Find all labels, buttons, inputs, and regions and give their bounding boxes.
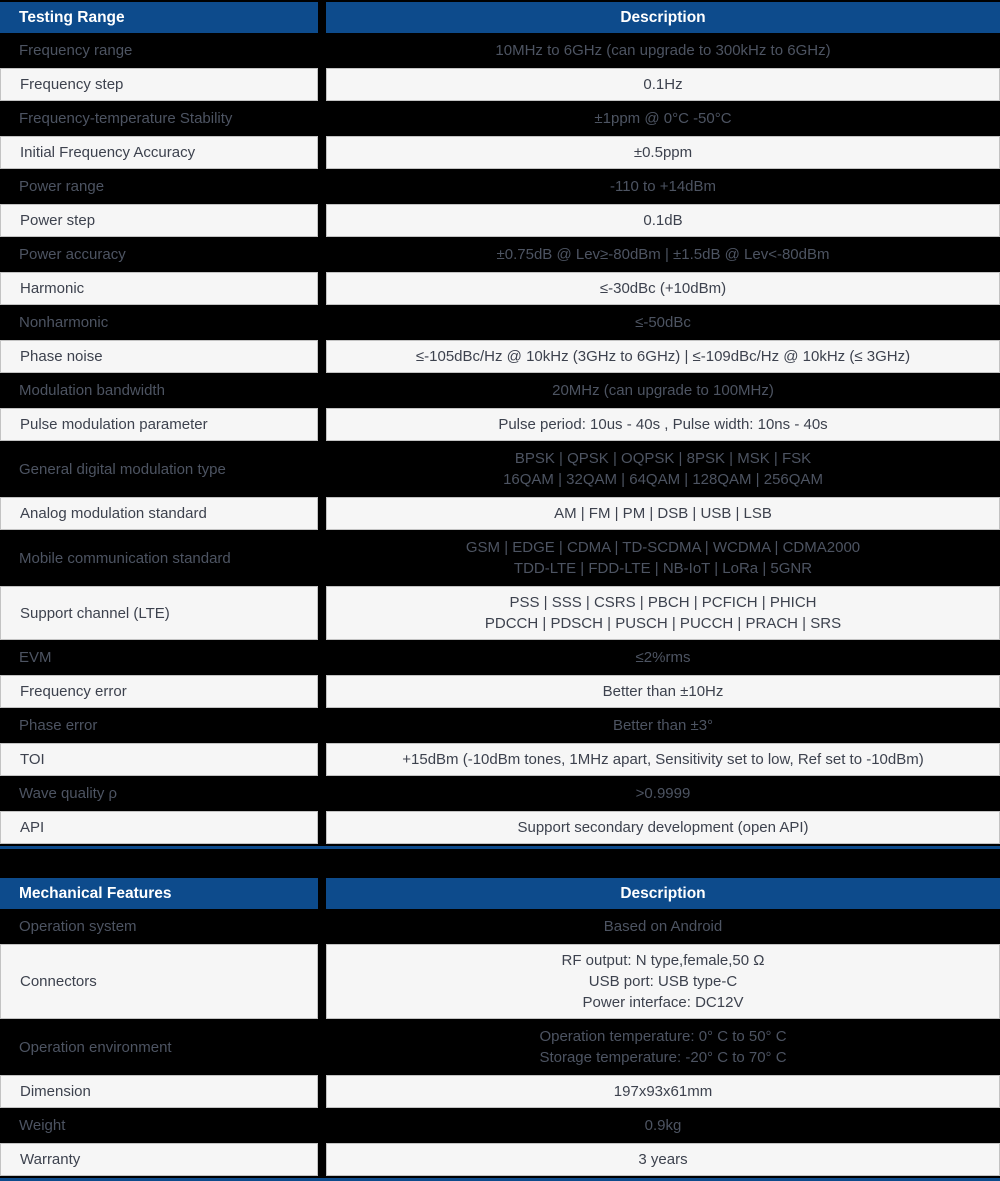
table-header-col2: Description bbox=[326, 2, 1000, 33]
value-line: -110 to +14dBm bbox=[609, 178, 717, 195]
value-line: 0.1Hz bbox=[643, 76, 683, 93]
row-value bbox=[326, 340, 1000, 373]
row-label: General digital modulation type bbox=[0, 443, 318, 495]
table-header-col1: Mechanical Features bbox=[0, 878, 318, 909]
row-label: Power range bbox=[0, 171, 318, 202]
row-value bbox=[326, 532, 1000, 584]
row-value bbox=[326, 1110, 1000, 1141]
table-row bbox=[0, 743, 1000, 776]
row-label: TOI bbox=[0, 743, 318, 776]
row-label: Wave quality ρ bbox=[0, 778, 318, 809]
value-line: 16QAM | 32QAM | 64QAM | 128QAM | 256QAM bbox=[503, 471, 823, 488]
table-row bbox=[0, 408, 1000, 441]
table-body bbox=[0, 911, 1000, 1176]
row-value bbox=[326, 911, 1000, 942]
row-label: Connectors bbox=[0, 944, 318, 1019]
table-row bbox=[0, 1021, 1000, 1073]
table-row bbox=[0, 532, 1000, 584]
row-value bbox=[326, 497, 1000, 530]
table-row bbox=[0, 497, 1000, 530]
row-value bbox=[326, 944, 1000, 1019]
value-line: Better than ±3° bbox=[612, 717, 714, 734]
row-value bbox=[326, 204, 1000, 237]
table-header-col2: Description bbox=[326, 878, 1000, 909]
table-row bbox=[0, 911, 1000, 942]
table-row bbox=[0, 944, 1000, 1019]
row-value bbox=[326, 586, 1000, 640]
row-value bbox=[326, 68, 1000, 101]
table-header-col1: Testing Range bbox=[0, 2, 318, 33]
value-line: ±0.5ppm bbox=[633, 144, 693, 161]
row-value bbox=[326, 272, 1000, 305]
row-label: API bbox=[0, 811, 318, 844]
row-label: Phase noise bbox=[0, 340, 318, 373]
table-row bbox=[0, 171, 1000, 202]
table-row bbox=[0, 1110, 1000, 1141]
value-line: 0.1dB bbox=[643, 212, 683, 229]
row-value bbox=[326, 103, 1000, 134]
row-label: Initial Frequency Accuracy bbox=[0, 136, 318, 169]
table-row bbox=[0, 375, 1000, 406]
table-row bbox=[0, 443, 1000, 495]
mechanical-features-table bbox=[0, 878, 1000, 1181]
row-value bbox=[326, 307, 1000, 338]
row-value bbox=[326, 675, 1000, 708]
table-row bbox=[0, 103, 1000, 134]
value-line: 0.9kg bbox=[644, 1117, 682, 1134]
value-line: RF output: N type,female,50 Ω bbox=[561, 952, 765, 969]
row-value bbox=[326, 136, 1000, 169]
value-line: Better than ±10Hz bbox=[602, 683, 724, 700]
row-value bbox=[326, 35, 1000, 66]
table-row bbox=[0, 136, 1000, 169]
table-row bbox=[0, 68, 1000, 101]
table-row bbox=[0, 204, 1000, 237]
row-label: Dimension bbox=[0, 1075, 318, 1108]
row-label: Mobile communication standard bbox=[0, 532, 318, 584]
value-line: ≤-30dBc (+10dBm) bbox=[599, 280, 727, 297]
table-row bbox=[0, 239, 1000, 270]
row-label: Phase error bbox=[0, 710, 318, 741]
row-label: Modulation bandwidth bbox=[0, 375, 318, 406]
table-row bbox=[0, 675, 1000, 708]
row-value bbox=[326, 443, 1000, 495]
table-header bbox=[0, 2, 1000, 33]
row-label: Frequency-temperature Stability bbox=[0, 103, 318, 134]
row-value bbox=[326, 710, 1000, 741]
row-label: Frequency range bbox=[0, 35, 318, 66]
value-line: >0.9999 bbox=[635, 785, 691, 802]
row-value bbox=[326, 239, 1000, 270]
row-value bbox=[326, 1075, 1000, 1108]
row-value bbox=[326, 171, 1000, 202]
row-label: Support channel (LTE) bbox=[0, 586, 318, 640]
row-value bbox=[326, 642, 1000, 673]
value-line: Support secondary development (open API) bbox=[517, 819, 809, 836]
value-line: GSM | EDGE | CDMA | TD-SCDMA | WCDMA | CDMA2000 bbox=[465, 539, 861, 556]
value-line: 197x93x61mm bbox=[613, 1083, 713, 1100]
row-value bbox=[326, 1143, 1000, 1176]
value-line: +15dBm (-10dBm tones, 1MHz apart, Sensitivity set to low, Ref set to -10dBm) bbox=[402, 751, 924, 768]
table-row bbox=[0, 1075, 1000, 1108]
table-row bbox=[0, 340, 1000, 373]
table-row bbox=[0, 642, 1000, 673]
value-line: ≤2%rms bbox=[635, 649, 691, 666]
value-line: 20MHz (can upgrade to 100MHz) bbox=[552, 382, 774, 399]
table-gap bbox=[0, 849, 1000, 878]
row-label: Power accuracy bbox=[0, 239, 318, 270]
table-row bbox=[0, 35, 1000, 66]
table-row bbox=[0, 778, 1000, 809]
table-row bbox=[0, 710, 1000, 741]
row-label: Power step bbox=[0, 204, 318, 237]
table-row bbox=[0, 307, 1000, 338]
value-line: PDCCH | PDSCH | PUSCH | PUCCH | PRACH | SRS bbox=[484, 615, 842, 632]
row-value bbox=[326, 375, 1000, 406]
row-label: Frequency error bbox=[0, 675, 318, 708]
row-label: Weight bbox=[0, 1110, 318, 1141]
row-label: Operation system bbox=[0, 911, 318, 942]
value-line: 3 years bbox=[638, 1151, 688, 1168]
value-line: ≤-105dBc/Hz @ 10kHz (3GHz to 6GHz) | ≤-109dBc/Hz @ 10kHz (≤ 3GHz) bbox=[415, 348, 911, 365]
value-line: TDD-LTE | FDD-LTE | NB-IoT | LoRa | 5GNR bbox=[513, 560, 813, 577]
row-label: Analog modulation standard bbox=[0, 497, 318, 530]
row-label: Nonharmonic bbox=[0, 307, 318, 338]
value-line: Operation temperature: 0° C to 50° C bbox=[539, 1028, 787, 1045]
row-label: Harmonic bbox=[0, 272, 318, 305]
value-line: ±0.75dB @ Lev≥-80dBm | ±1.5dB @ Lev<-80dBm bbox=[496, 246, 830, 263]
row-value bbox=[326, 811, 1000, 844]
row-value bbox=[326, 408, 1000, 441]
table-row bbox=[0, 811, 1000, 844]
testing-range-table bbox=[0, 2, 1000, 849]
value-line: Storage temperature: -20° C to 70° C bbox=[539, 1049, 787, 1066]
value-line: Power interface: DC12V bbox=[582, 994, 744, 1011]
row-label: Operation environment bbox=[0, 1021, 318, 1073]
table-body bbox=[0, 35, 1000, 844]
row-label: Frequency step bbox=[0, 68, 318, 101]
row-value bbox=[326, 778, 1000, 809]
value-line: ≤-50dBc bbox=[635, 314, 691, 331]
row-value bbox=[326, 743, 1000, 776]
value-line: AM | FM | PM | DSB | USB | LSB bbox=[554, 505, 772, 522]
value-line: ±1ppm @ 0°C -50°C bbox=[594, 110, 732, 127]
table-row bbox=[0, 1143, 1000, 1176]
row-value bbox=[326, 1021, 1000, 1073]
value-line: 10MHz to 6GHz (can upgrade to 300kHz to 6GHz) bbox=[495, 42, 831, 59]
table-header bbox=[0, 878, 1000, 909]
value-line: BPSK | QPSK | OQPSK | 8PSK | MSK | FSK bbox=[514, 450, 812, 467]
table-row bbox=[0, 272, 1000, 305]
row-label: Pulse modulation parameter bbox=[0, 408, 318, 441]
row-label: EVM bbox=[0, 642, 318, 673]
value-line: USB port: USB type-C bbox=[588, 973, 738, 990]
value-line: Pulse period: 10us - 40s , Pulse width: 10ns - 40s bbox=[498, 416, 828, 433]
table-row bbox=[0, 586, 1000, 640]
value-line: Based on Android bbox=[603, 918, 723, 935]
row-label: Warranty bbox=[0, 1143, 318, 1176]
value-line: PSS | SSS | CSRS | PBCH | PCFICH | PHICH bbox=[509, 594, 817, 611]
